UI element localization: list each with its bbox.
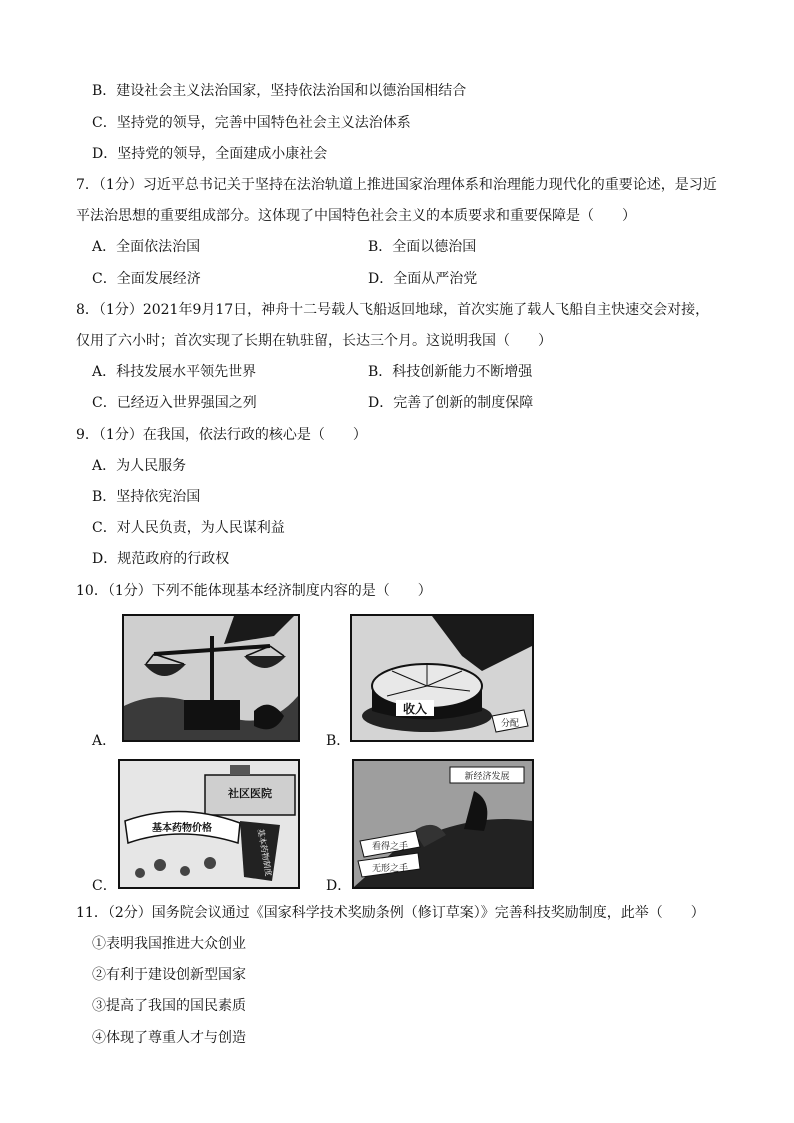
hospital-sign: 社区医院 [228,787,272,800]
q6-option-b: B．建设社会主义法治国家，坚持依法治国和以德治国相结合 [92,83,467,99]
q11-statement-1: ①表明我国推进大众创业 [92,936,246,952]
invisible-hand-label: 无形之手 [371,864,409,874]
scales-illustration [124,616,298,740]
q7-option-a: A．全面依法治国 [92,239,201,255]
cartoon-c-hospital [118,759,300,889]
q11-statement-4: ④体现了尊重人才与创造 [92,1030,246,1046]
hospital-illustration [120,761,298,887]
q8-option-b: B．科技创新能力不断增强 [368,364,533,380]
q9-option-d: D．规范政府的行政权 [92,551,230,567]
q10-label-d: D． [326,878,352,894]
q6-option-d: D．坚持党的领导，全面建成小康社会 [92,146,328,162]
knife-label: 分配 [500,719,520,729]
hands-illustration [354,761,532,887]
q7-option-d: D．全面从严治党 [368,271,478,287]
cartoon-a-scales [122,614,300,742]
drug-price-banner: 基本药物价格 [152,823,212,834]
q9-option-b: B．坚持依宪治国 [92,489,201,505]
q8-stem-line2: 仅用了六小时；首次实现了长期在轨驻留，长达三个月。这说明我国（ ） [76,333,552,349]
q10-label-b: B． [326,733,351,749]
q9-stem: 9．（1分）在我国，依法行政的核心是（ ） [76,427,367,443]
q8-option-c: C．已经迈入世界强国之列 [92,395,257,411]
q10-label-c: C． [92,878,117,894]
q7-option-b: B．全面以德治国 [368,239,477,255]
cartoon-d-hands [352,759,534,889]
q10-label-a: A． [92,733,117,749]
q7-stem-line2: 平法治思想的重要组成部分。这体现了中国特色社会主义的本质要求和重要保障是（ ） [76,208,636,224]
economy-sign: 新经济发展 [464,772,510,782]
cake-illustration [352,616,532,740]
cartoon-b-cake [350,614,534,742]
q11-statement-2: ②有利于建设创新型国家 [92,967,246,983]
q11-statement-3: ③提高了我国的国民素质 [92,998,246,1014]
q9-option-a: A．为人民服务 [92,458,187,474]
cake-label: 收入 [402,702,428,716]
q9-option-c: C．对人民负责，为人民谋利益 [92,520,285,536]
q11-stem: 11．（2分）国务院会议通过《国家科学技术奖励条例（修订草案）》完善科技奖励制度，此举（ ） [76,905,705,921]
drug-system-ribbon: 基本药物制度 [255,828,274,877]
q6-option-c: C．坚持党的领导，完善中国特色社会主义法治体系 [92,115,411,131]
q8-stem-line1: 8．（1分）2021年9月17日，神舟十二号载人飞船返回地球，首次实施了载人飞船自主快速交会对接， [76,302,710,318]
q8-option-d: D．完善了创新的制度保障 [368,395,534,411]
q7-stem-line1: 7．（1分）习近平总书记关于坚持在法治轨道上推进国家治理体系和治理能力现代化的重要论述，是习近 [76,177,717,193]
q8-option-a: A．科技发展水平领先世界 [92,364,257,380]
visible-hand-label: 看得之手 [371,842,409,852]
q10-stem: 10．（1分）下列不能体现基本经济制度内容的是（ ） [76,583,432,599]
q7-option-c: C．全面发展经济 [92,271,201,287]
